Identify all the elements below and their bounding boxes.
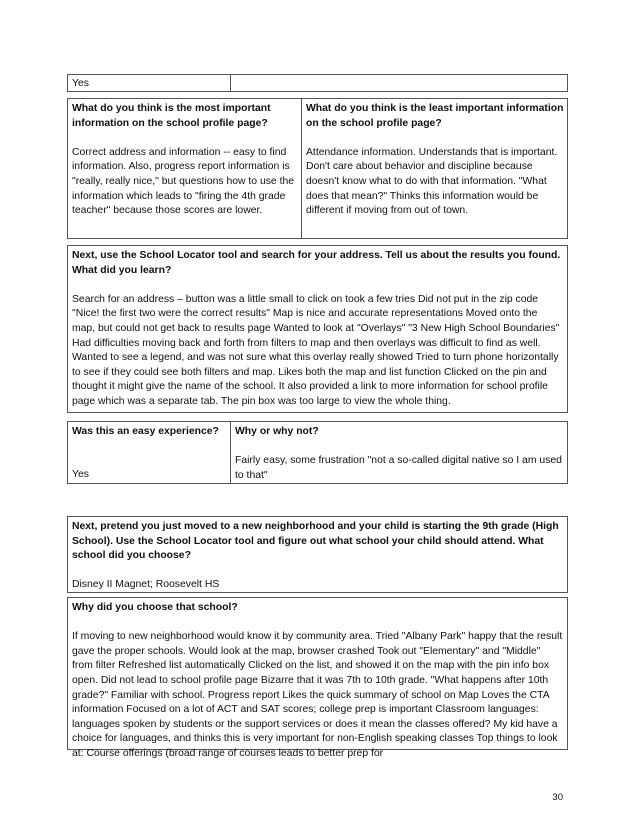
why-school-answer: If moving to new neighborhood would know it by community area. Tried "Albany Park" happy that the result gave the proper schools. Would look at the map, browser crashed Took out "Elementary" and "Middle" from filter Refreshed list automatically Clicked on the list, and showed it on the map with the pin info box open. Did not lead to school profile page Bizarre that it was 7th to 10th grade. "What happens after 10th grade?" Familiar with school. Progress report Likes the quick summary of school on Map Loves the CTA information Focused on a lot of ACT and SAT scores; college prep is important Classroom languages: languages spoken by students or the support services or does it mean the classes offered? My kid have a choice for languages, and thinks this is very important for non-English speaking classes Top things to look at: Course offerings (broad range of courses leads to better prep for [72,631,563,759]
locator-search-question: Next, use the School Locator tool and search for your address. Tell us about the results you found. What did you learn? [72,250,561,276]
least-important-cell [302,99,568,222]
why-school-question: Why did you choose that school? [72,602,238,613]
high-school-question: Next, pretend you just moved to a new neighborhood and your child is starting the 9th grade (High School). Use the School Locator tool and figure out what school your child should attend. What school did you choose? [72,521,559,562]
importance-table [67,98,568,239]
easy-experience-cell [68,422,230,484]
most-important-answer: Correct address and information -- easy to find information. Also, progress report information is "really, really nice," but questions how to use the information which leads to "firing the 4th grade teacher" because those scores are lower. [72,146,295,217]
locator-search-box [67,245,568,413]
high-school-answer: Disney II Magnet; Roosevelt HS [72,579,220,591]
locator-search-answer: Search for an address – button was a little small to click on took a few tries Did not put in the zip code "Nice! the first two were the correct results" Map is nice and accurate representations Moved onto the map, but could not get back to results page Wanted to look at "Overlays" "3 New High School Boundaries" Had difficulties moving back and forth from filters to map and then overlays was difficult to find as well. Wanted to see a legend, and was not sure what this overlay really showed Tried to turn phone horizontally to see if they could see both filters and map. Likes both the map and list function Clicked on the pin and thought it might give the name of the school. It also provided a link to more information for school profile page which was a separate tab. The pin box was too large to view the whole thing. [72,293,560,407]
why-cell [231,422,569,486]
page-number: 30 [552,792,563,803]
why-school-box [67,597,568,759]
high-school-cell [68,517,567,596]
why-answer: Fairly easy, some frustration "not a so-called digital native so I am used to that" [235,455,562,481]
yes-row [67,74,568,92]
yes-text: Yes [72,78,89,89]
easy-experience-answer: Yes [72,469,89,480]
locator-search-cell [68,246,567,413]
least-important-question: What do you think is the least important information on the school profile page? [306,103,564,129]
high-school-box [67,516,568,593]
most-important-cell [68,99,302,222]
most-important-question: What do you think is the most important information on the school profile page? [72,103,271,129]
easy-experience-question: Was this an easy experience? [72,426,219,437]
easy-experience-table [67,421,568,484]
least-important-answer: Attendance information. Understands that is important. Don't care about behavior and discipline because doesn't know what to do with that information. "What does that mean?" Thinks this information would be different if moving from out of town. [306,146,558,217]
why-school-cell [68,598,567,765]
why-question: Why or why not? [235,426,319,437]
